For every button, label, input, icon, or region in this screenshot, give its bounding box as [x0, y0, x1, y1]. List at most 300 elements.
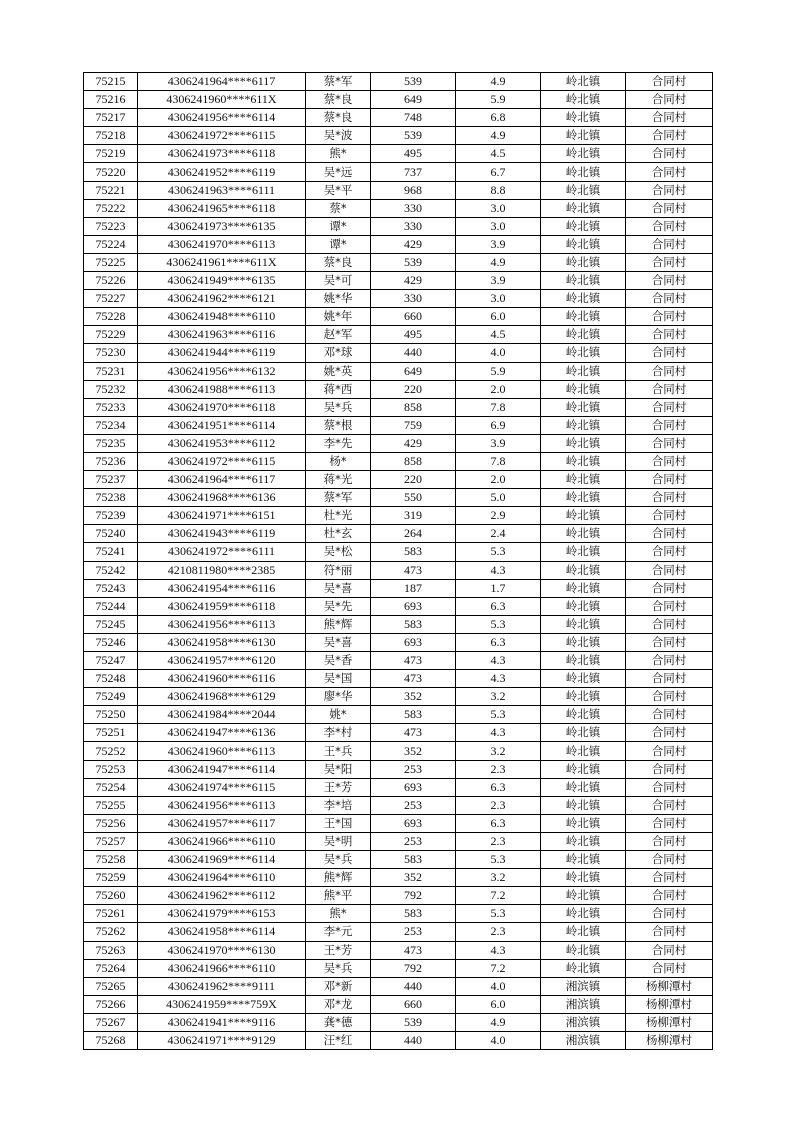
- amount-cell: 968: [371, 181, 456, 199]
- village-cell: 杨柳潭村: [626, 977, 713, 995]
- village-cell: 合同村: [626, 235, 713, 253]
- amount-cell: 550: [371, 489, 456, 507]
- town-cell: 岭北镇: [541, 489, 626, 507]
- amount-cell: 187: [371, 579, 456, 597]
- village-cell: 合同村: [626, 272, 713, 290]
- amount-cell: 440: [371, 344, 456, 362]
- table-row: [84, 272, 713, 290]
- id-number-cell: 4306241947****6136: [138, 724, 306, 742]
- amount-cell: 539: [371, 73, 456, 91]
- id-number-cell: 4306241970****6118: [138, 398, 306, 416]
- person-name-cell: 熊*平: [306, 887, 371, 905]
- area-value-cell: 4.0: [456, 344, 541, 362]
- table-row: [84, 91, 713, 109]
- id-number-cell: 4306241972****6111: [138, 543, 306, 561]
- id-number-cell: 4306241963****6111: [138, 181, 306, 199]
- village-cell: 合同村: [626, 742, 713, 760]
- table-row: [84, 977, 713, 995]
- town-cell: 岭北镇: [541, 959, 626, 977]
- table-row: [84, 706, 713, 724]
- amount-cell: 440: [371, 1031, 456, 1049]
- amount-cell: 473: [371, 724, 456, 742]
- row-number-cell: 75225: [84, 253, 138, 271]
- amount-cell: 583: [371, 905, 456, 923]
- area-value-cell: 7.8: [456, 452, 541, 470]
- town-cell: 岭北镇: [541, 688, 626, 706]
- town-cell: 岭北镇: [541, 199, 626, 217]
- town-cell: 岭北镇: [541, 814, 626, 832]
- person-name-cell: 蔡*军: [306, 73, 371, 91]
- table-row: [84, 398, 713, 416]
- table-row: [84, 923, 713, 941]
- row-number-cell: 75232: [84, 380, 138, 398]
- amount-cell: 583: [371, 706, 456, 724]
- village-cell: 合同村: [626, 832, 713, 850]
- amount-cell: 539: [371, 253, 456, 271]
- town-cell: 岭北镇: [541, 91, 626, 109]
- row-number-cell: 75263: [84, 941, 138, 959]
- amount-cell: 220: [371, 471, 456, 489]
- town-cell: 岭北镇: [541, 778, 626, 796]
- table-row: [84, 597, 713, 615]
- person-name-cell: 蔡*良: [306, 253, 371, 271]
- village-cell: 合同村: [626, 706, 713, 724]
- town-cell: 岭北镇: [541, 181, 626, 199]
- table-row: [84, 760, 713, 778]
- area-value-cell: 6.3: [456, 633, 541, 651]
- town-cell: 岭北镇: [541, 145, 626, 163]
- village-cell: 合同村: [626, 941, 713, 959]
- person-name-cell: 王*芳: [306, 941, 371, 959]
- area-value-cell: 4.3: [456, 561, 541, 579]
- town-cell: 岭北镇: [541, 217, 626, 235]
- amount-cell: 429: [371, 272, 456, 290]
- person-name-cell: 吴*平: [306, 181, 371, 199]
- id-number-cell: 4306241956****6113: [138, 796, 306, 814]
- row-number-cell: 75228: [84, 308, 138, 326]
- village-cell: 杨柳潭村: [626, 1013, 713, 1031]
- row-number-cell: 75244: [84, 597, 138, 615]
- id-number-cell: 4306241962****6112: [138, 887, 306, 905]
- amount-cell: 330: [371, 217, 456, 235]
- area-value-cell: 6.3: [456, 814, 541, 832]
- area-value-cell: 3.2: [456, 869, 541, 887]
- town-cell: 岭北镇: [541, 941, 626, 959]
- village-cell: 合同村: [626, 561, 713, 579]
- row-number-cell: 75254: [84, 778, 138, 796]
- row-number-cell: 75255: [84, 796, 138, 814]
- village-cell: 合同村: [626, 326, 713, 344]
- id-number-cell: 4306241988****6113: [138, 380, 306, 398]
- table-row: [84, 832, 713, 850]
- id-number-cell: 4306241974****6115: [138, 778, 306, 796]
- row-number-cell: 75249: [84, 688, 138, 706]
- table-row: [84, 199, 713, 217]
- person-name-cell: 杜*玄: [306, 525, 371, 543]
- village-cell: 合同村: [626, 778, 713, 796]
- village-cell: 合同村: [626, 290, 713, 308]
- id-number-cell: 4306241960****6113: [138, 742, 306, 760]
- id-number-cell: 4306241943****6119: [138, 525, 306, 543]
- person-name-cell: 李*先: [306, 434, 371, 452]
- amount-cell: 473: [371, 561, 456, 579]
- table-row: [84, 579, 713, 597]
- row-number-cell: 75243: [84, 579, 138, 597]
- row-number-cell: 75262: [84, 923, 138, 941]
- area-value-cell: 5.9: [456, 91, 541, 109]
- person-name-cell: 吴*先: [306, 597, 371, 615]
- amount-cell: 429: [371, 434, 456, 452]
- person-name-cell: 吴*可: [306, 272, 371, 290]
- row-number-cell: 75258: [84, 851, 138, 869]
- town-cell: 岭北镇: [541, 163, 626, 181]
- table-row: [84, 73, 713, 91]
- row-number-cell: 75226: [84, 272, 138, 290]
- person-name-cell: 蔡*根: [306, 416, 371, 434]
- id-number-cell: 4306241962****6121: [138, 290, 306, 308]
- table-row: [84, 235, 713, 253]
- id-number-cell: 4306241953****6112: [138, 434, 306, 452]
- id-number-cell: 4306241956****6114: [138, 109, 306, 127]
- row-number-cell: 75233: [84, 398, 138, 416]
- row-number-cell: 75221: [84, 181, 138, 199]
- town-cell: 岭北镇: [541, 615, 626, 633]
- id-number-cell: 4306241968****6136: [138, 489, 306, 507]
- amount-cell: 264: [371, 525, 456, 543]
- area-value-cell: 3.2: [456, 742, 541, 760]
- table-row: [84, 434, 713, 452]
- id-number-cell: 4306241984****2044: [138, 706, 306, 724]
- town-cell: 岭北镇: [541, 380, 626, 398]
- town-cell: 岭北镇: [541, 434, 626, 452]
- person-name-cell: 李*元: [306, 923, 371, 941]
- village-cell: 合同村: [626, 398, 713, 416]
- row-number-cell: 75227: [84, 290, 138, 308]
- row-number-cell: 75253: [84, 760, 138, 778]
- area-value-cell: 3.2: [456, 688, 541, 706]
- amount-cell: 330: [371, 199, 456, 217]
- id-number-cell: 4306241963****6116: [138, 326, 306, 344]
- town-cell: 岭北镇: [541, 742, 626, 760]
- table-row: [84, 145, 713, 163]
- person-name-cell: 吴*松: [306, 543, 371, 561]
- person-name-cell: 吴*兵: [306, 851, 371, 869]
- person-name-cell: 汪*红: [306, 1031, 371, 1049]
- id-number-cell: 4306241947****6114: [138, 760, 306, 778]
- id-number-cell: 4306241964****6117: [138, 73, 306, 91]
- amount-cell: 660: [371, 995, 456, 1013]
- person-name-cell: 姚*英: [306, 362, 371, 380]
- table-row: [84, 905, 713, 923]
- row-number-cell: 75245: [84, 615, 138, 633]
- id-number-cell: 4306241972****6115: [138, 127, 306, 145]
- table-row: [84, 253, 713, 271]
- table-row: [84, 380, 713, 398]
- amount-cell: 660: [371, 308, 456, 326]
- area-value-cell: 4.9: [456, 127, 541, 145]
- person-name-cell: 熊*: [306, 905, 371, 923]
- table-row: [84, 652, 713, 670]
- area-value-cell: 6.9: [456, 416, 541, 434]
- id-number-cell: 4306241966****6110: [138, 959, 306, 977]
- amount-cell: 440: [371, 977, 456, 995]
- area-value-cell: 3.9: [456, 235, 541, 253]
- area-value-cell: 4.9: [456, 1013, 541, 1031]
- table-row: [84, 489, 713, 507]
- person-name-cell: 蒋*西: [306, 380, 371, 398]
- person-name-cell: 王*芳: [306, 778, 371, 796]
- amount-cell: 792: [371, 959, 456, 977]
- village-cell: 合同村: [626, 145, 713, 163]
- person-name-cell: 熊*辉: [306, 869, 371, 887]
- id-number-cell: 4306241959****759X: [138, 995, 306, 1013]
- person-name-cell: 蒋*光: [306, 471, 371, 489]
- area-value-cell: 4.0: [456, 1031, 541, 1049]
- table-row: [84, 416, 713, 434]
- town-cell: 岭北镇: [541, 507, 626, 525]
- amount-cell: 583: [371, 851, 456, 869]
- person-name-cell: 姚*华: [306, 290, 371, 308]
- area-value-cell: 2.0: [456, 471, 541, 489]
- id-number-cell: 4306241960****6116: [138, 670, 306, 688]
- town-cell: 岭北镇: [541, 253, 626, 271]
- table-row: [84, 670, 713, 688]
- table-row: [84, 127, 713, 145]
- town-cell: 岭北镇: [541, 923, 626, 941]
- id-number-cell: 4210811980****2385: [138, 561, 306, 579]
- area-value-cell: 4.3: [456, 724, 541, 742]
- table-row: [84, 633, 713, 651]
- row-number-cell: 75215: [84, 73, 138, 91]
- person-name-cell: 熊*辉: [306, 615, 371, 633]
- town-cell: 岭北镇: [541, 398, 626, 416]
- id-number-cell: 4306241957****6120: [138, 652, 306, 670]
- area-value-cell: 6.0: [456, 308, 541, 326]
- village-cell: 合同村: [626, 507, 713, 525]
- row-number-cell: 75264: [84, 959, 138, 977]
- village-cell: 合同村: [626, 959, 713, 977]
- row-number-cell: 75223: [84, 217, 138, 235]
- area-value-cell: 6.3: [456, 597, 541, 615]
- amount-cell: 253: [371, 760, 456, 778]
- person-name-cell: 蔡*军: [306, 489, 371, 507]
- amount-cell: 693: [371, 814, 456, 832]
- table-row: [84, 344, 713, 362]
- person-name-cell: 杨*: [306, 452, 371, 470]
- id-number-cell: 4306241949****6135: [138, 272, 306, 290]
- amount-cell: 352: [371, 869, 456, 887]
- row-number-cell: 75236: [84, 452, 138, 470]
- person-name-cell: 吴*远: [306, 163, 371, 181]
- area-value-cell: 3.9: [456, 272, 541, 290]
- town-cell: 岭北镇: [541, 471, 626, 489]
- amount-cell: 253: [371, 923, 456, 941]
- village-cell: 合同村: [626, 471, 713, 489]
- row-number-cell: 75252: [84, 742, 138, 760]
- person-name-cell: 姚*: [306, 706, 371, 724]
- area-value-cell: 6.8: [456, 109, 541, 127]
- area-value-cell: 2.4: [456, 525, 541, 543]
- id-number-cell: 4306241979****6153: [138, 905, 306, 923]
- village-cell: 合同村: [626, 163, 713, 181]
- area-value-cell: 6.3: [456, 778, 541, 796]
- area-value-cell: 4.9: [456, 253, 541, 271]
- id-number-cell: 4306241954****6116: [138, 579, 306, 597]
- id-number-cell: 4306241964****6110: [138, 869, 306, 887]
- area-value-cell: 4.3: [456, 941, 541, 959]
- id-number-cell: 4306241957****6117: [138, 814, 306, 832]
- village-cell: 合同村: [626, 452, 713, 470]
- village-cell: 合同村: [626, 127, 713, 145]
- area-value-cell: 7.8: [456, 398, 541, 416]
- row-number-cell: 75231: [84, 362, 138, 380]
- row-number-cell: 75260: [84, 887, 138, 905]
- row-number-cell: 75259: [84, 869, 138, 887]
- table-row: [84, 561, 713, 579]
- village-cell: 合同村: [626, 652, 713, 670]
- id-number-cell: 4306241966****6110: [138, 832, 306, 850]
- person-name-cell: 李*培: [306, 796, 371, 814]
- id-number-cell: 4306241961****611X: [138, 253, 306, 271]
- row-number-cell: 75265: [84, 977, 138, 995]
- table-row: [84, 887, 713, 905]
- town-cell: 岭北镇: [541, 905, 626, 923]
- village-cell: 合同村: [626, 199, 713, 217]
- row-number-cell: 75250: [84, 706, 138, 724]
- table-row: [84, 615, 713, 633]
- amount-cell: 858: [371, 398, 456, 416]
- village-cell: 合同村: [626, 489, 713, 507]
- person-name-cell: 吴*国: [306, 670, 371, 688]
- table-row: [84, 995, 713, 1013]
- area-value-cell: 4.3: [456, 670, 541, 688]
- area-value-cell: 5.3: [456, 615, 541, 633]
- village-cell: 合同村: [626, 380, 713, 398]
- village-cell: 合同村: [626, 760, 713, 778]
- town-cell: 岭北镇: [541, 760, 626, 778]
- person-name-cell: 谭*: [306, 235, 371, 253]
- village-cell: 合同村: [626, 670, 713, 688]
- village-cell: 合同村: [626, 109, 713, 127]
- table-row: [84, 959, 713, 977]
- amount-cell: 253: [371, 796, 456, 814]
- town-cell: 岭北镇: [541, 652, 626, 670]
- town-cell: 岭北镇: [541, 633, 626, 651]
- id-number-cell: 4306241971****6151: [138, 507, 306, 525]
- amount-cell: 693: [371, 633, 456, 651]
- amount-cell: 473: [371, 941, 456, 959]
- id-number-cell: 4306241965****6118: [138, 199, 306, 217]
- town-cell: 岭北镇: [541, 127, 626, 145]
- table-row: [84, 742, 713, 760]
- village-cell: 合同村: [626, 181, 713, 199]
- table-row: [84, 452, 713, 470]
- id-number-cell: 4306241956****6113: [138, 615, 306, 633]
- person-name-cell: 蔡*良: [306, 109, 371, 127]
- village-cell: 合同村: [626, 724, 713, 742]
- amount-cell: 495: [371, 145, 456, 163]
- id-number-cell: 4306241964****6117: [138, 471, 306, 489]
- town-cell: 岭北镇: [541, 724, 626, 742]
- id-number-cell: 4306241970****6113: [138, 235, 306, 253]
- town-cell: 岭北镇: [541, 597, 626, 615]
- person-name-cell: 邓*新: [306, 977, 371, 995]
- town-cell: 岭北镇: [541, 109, 626, 127]
- village-cell: 合同村: [626, 615, 713, 633]
- town-cell: 岭北镇: [541, 670, 626, 688]
- person-name-cell: 吴*兵: [306, 959, 371, 977]
- table-row: [84, 724, 713, 742]
- town-cell: 湘滨镇: [541, 977, 626, 995]
- town-cell: 岭北镇: [541, 832, 626, 850]
- id-number-cell: 4306241952****6119: [138, 163, 306, 181]
- person-name-cell: 邓*龙: [306, 995, 371, 1013]
- id-number-cell: 4306241959****6118: [138, 597, 306, 615]
- amount-cell: 649: [371, 362, 456, 380]
- area-value-cell: 5.3: [456, 706, 541, 724]
- row-number-cell: 75237: [84, 471, 138, 489]
- area-value-cell: 1.7: [456, 579, 541, 597]
- table-row: [84, 1031, 713, 1049]
- table-row: [84, 471, 713, 489]
- id-number-cell: 4306241973****6135: [138, 217, 306, 235]
- town-cell: 岭北镇: [541, 290, 626, 308]
- amount-cell: 473: [371, 670, 456, 688]
- amount-cell: 220: [371, 380, 456, 398]
- amount-cell: 253: [371, 832, 456, 850]
- town-cell: 岭北镇: [541, 525, 626, 543]
- person-name-cell: 谭*: [306, 217, 371, 235]
- village-cell: 合同村: [626, 434, 713, 452]
- area-value-cell: 4.5: [456, 145, 541, 163]
- village-cell: 合同村: [626, 814, 713, 832]
- area-value-cell: 5.3: [456, 543, 541, 561]
- amount-cell: 649: [371, 91, 456, 109]
- town-cell: 岭北镇: [541, 706, 626, 724]
- village-cell: 合同村: [626, 887, 713, 905]
- village-cell: 合同村: [626, 597, 713, 615]
- table-row: [84, 326, 713, 344]
- village-cell: 合同村: [626, 543, 713, 561]
- amount-cell: 759: [371, 416, 456, 434]
- town-cell: 岭北镇: [541, 272, 626, 290]
- id-number-cell: 4306241960****611X: [138, 91, 306, 109]
- row-number-cell: 75267: [84, 1013, 138, 1031]
- id-number-cell: 4306241962****9111: [138, 977, 306, 995]
- person-name-cell: 吴*香: [306, 652, 371, 670]
- village-cell: 合同村: [626, 633, 713, 651]
- village-cell: 合同村: [626, 253, 713, 271]
- town-cell: 岭北镇: [541, 543, 626, 561]
- village-cell: 合同村: [626, 308, 713, 326]
- village-cell: 合同村: [626, 579, 713, 597]
- town-cell: 湘滨镇: [541, 1013, 626, 1031]
- town-cell: 岭北镇: [541, 326, 626, 344]
- row-number-cell: 75261: [84, 905, 138, 923]
- row-number-cell: 75219: [84, 145, 138, 163]
- id-number-cell: 4306241951****6114: [138, 416, 306, 434]
- amount-cell: 495: [371, 326, 456, 344]
- table-row: [84, 525, 713, 543]
- area-value-cell: 2.3: [456, 832, 541, 850]
- row-number-cell: 75234: [84, 416, 138, 434]
- table-row: [84, 543, 713, 561]
- table-row: [84, 181, 713, 199]
- area-value-cell: 4.5: [456, 326, 541, 344]
- table-row: [84, 796, 713, 814]
- area-value-cell: 8.8: [456, 181, 541, 199]
- row-number-cell: 75248: [84, 670, 138, 688]
